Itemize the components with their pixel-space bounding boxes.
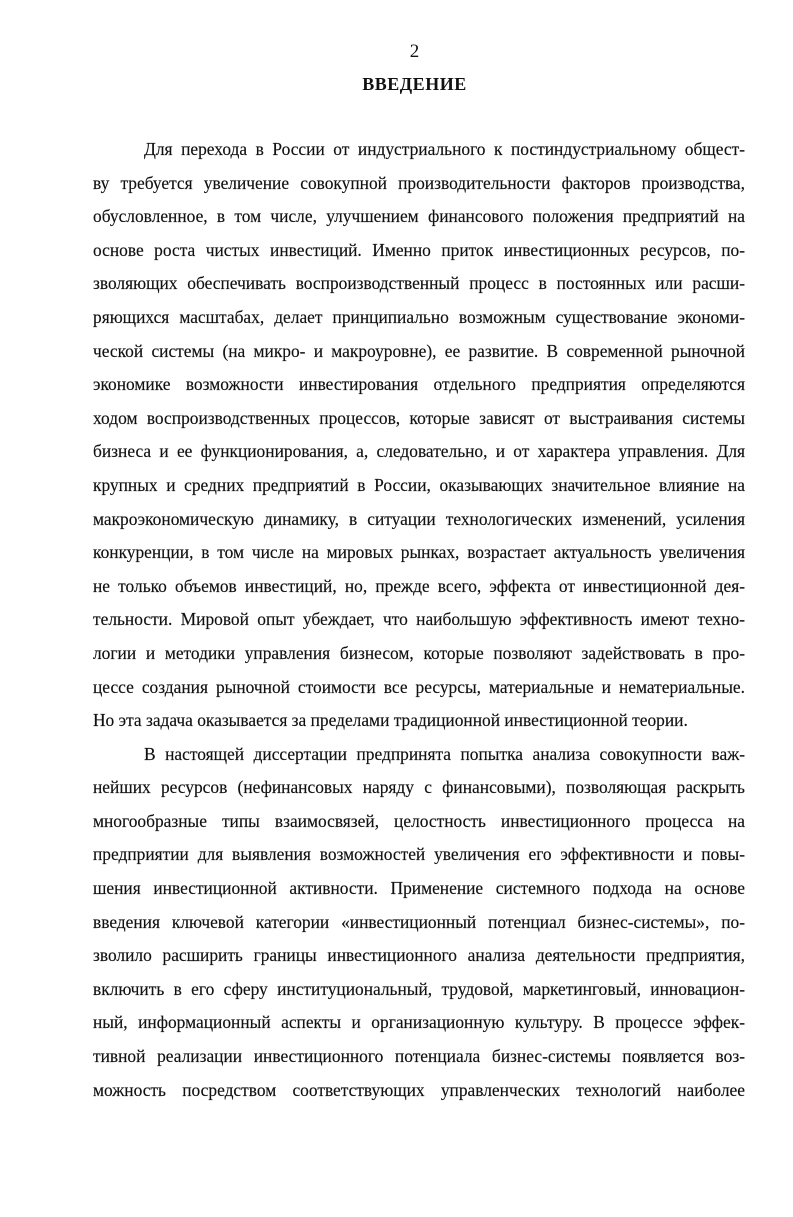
- text-line: бизнеса и ее функционирования, а, следовательно, и от характера управления. Для: [93, 441, 745, 462]
- body-text: [93, 133, 745, 1107]
- text-line: логии и методики управления бизнесом, которые позволяют задействовать в про-: [93, 642, 745, 663]
- section-heading: ВВЕДЕНИЕ: [362, 74, 467, 94]
- text-line: ву требуется увеличение совокупной производительности факторов производства,: [93, 172, 745, 193]
- text-line: макроэкономическую динамику, в ситуации технологических изменений, усиления: [93, 508, 745, 529]
- text-line: зволило расширить границы инвестиционного анализа деятельности предприятия,: [93, 945, 745, 966]
- text-line: нейших ресурсов (нефинансовых наряду с финансовыми), позволяющая раскрыть: [93, 777, 745, 798]
- text-line: цессе создания рыночной стоимости все ресурсы, материальные и нематериальные.: [93, 676, 745, 697]
- text-line: введения ключевой категории «инвестиционный потенциал бизнес-системы», по-: [93, 911, 745, 932]
- text-line: можность посредством соответствующих управленческих технологий наиболее: [93, 1079, 745, 1100]
- paragraph-1: [93, 133, 745, 738]
- text-line: тельности. Мировой опыт убеждает, что наибольшую эффективность имеют техно-: [93, 609, 745, 630]
- text-line: крупных и средних предприятий в России, оказывающих значительное влияние на: [93, 474, 745, 495]
- text-line: включить в его сферу институциональный, трудовой, маркетинговый, инновацион-: [93, 978, 745, 999]
- text-line: зволяющих обеспечивать воспроизводственный процесс в постоянных или расши-: [93, 273, 745, 294]
- text-line: предприятии для выявления возможностей увеличения его эффективности и повы-: [93, 844, 745, 865]
- text-line: Но эта задача оказывается за пределами традиционной инвестиционной теории.: [93, 710, 688, 731]
- text-line: ряющихся масштабах, делает принципиально возможным существование экономи-: [93, 306, 745, 327]
- page-number: 2: [409, 41, 420, 62]
- text-line: В настоящей диссертации предпринята попытка анализа совокупности важ-: [144, 743, 745, 764]
- text-line: Для перехода в России от индустриального к постиндустриальному общест-: [144, 139, 745, 159]
- text-line: конкуренции, в том числе на мировых рынках, возрастает актуальность увеличения: [93, 542, 745, 563]
- text-line: шения инвестиционной активности. Применение системного подхода на основе: [93, 878, 745, 899]
- text-line: тивной реализации инвестиционного потенциала бизнес-системы появляется воз-: [93, 1046, 745, 1067]
- text-line: многообразные типы взаимосвязей, целостность инвестиционного процесса на: [93, 810, 745, 831]
- text-line: не только объемов инвестиций, но, прежде всего, эффекта от инвестиционной дея-: [93, 575, 745, 596]
- paragraph-2: [93, 738, 745, 1108]
- text-line: экономике возможности инвестирования отдельного предприятия определяются: [93, 374, 745, 395]
- text-line: обусловленное, в том числе, улучшением финансового положения предприятий на: [93, 206, 745, 227]
- text-line: ческой системы (на микро- и макроуровне), ее развитие. В современной рыночной: [93, 340, 745, 361]
- text-line: основе роста чистых инвестиций. Именно приток инвестиционных ресурсов, по-: [93, 239, 745, 260]
- text-line: ходом воспроизводственных процессов, которые зависят от выстраивания системы: [93, 407, 745, 428]
- text-line: ный, информационный аспекты и организационную культуру. В процессе эффек-: [93, 1012, 745, 1033]
